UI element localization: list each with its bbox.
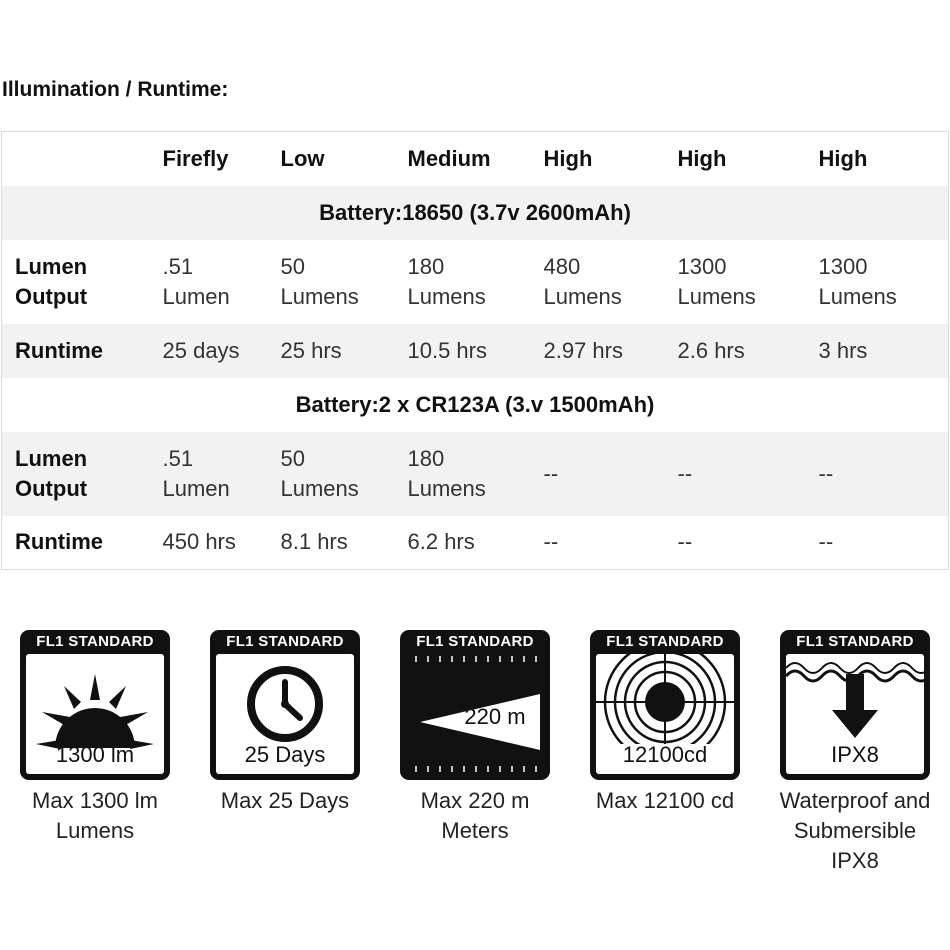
mode-header: Low [280,145,325,171]
runtime-cell: 25 hrs [280,337,342,363]
badge-title: FL1 STANDARD [36,633,154,650]
mode-header: Firefly [162,145,229,171]
runtime-cell: 2.97 hrs [543,337,623,363]
lumen-cell: 480 Lumens [543,253,622,309]
badge-icon-frame [780,630,930,780]
badge-caption: Max 25 Days [220,788,350,813]
lumen-output-row [2,432,949,516]
badge-title: FL1 STANDARD [226,633,344,650]
badge-caption: Max 220 m Meters [420,788,530,843]
lumen-cell: .51 Lumen [162,253,230,309]
badge-icon-frame [400,630,550,780]
lumen-output-row [2,240,949,324]
badge-title: FL1 STANDARD [796,633,914,650]
lumen-cell: .51 Lumen [162,445,230,501]
runtime-cell: 10.5 hrs [407,337,487,363]
runtime-row [2,516,949,570]
lumen-cell: -- [677,460,693,486]
badge-caption: Max 1300 lm Lumens [32,788,158,843]
badge-title: FL1 STANDARD [606,633,724,650]
badge-caption: Waterproof and Submersible IPX8 [779,788,931,873]
battery-row [2,378,949,432]
runtime-cell: -- [677,529,693,555]
corner-cell [2,132,150,186]
runtime-cell: -- [818,529,834,555]
runtime-cell: 6.2 hrs [407,529,475,555]
runtime-row [2,324,949,378]
lumen-cell: 50 Lumens [280,253,359,309]
badge-icon-frame [590,630,740,780]
lumen-cell: -- [543,460,559,486]
badge-value: 220 m [464,704,526,729]
fl1-badge-peak-intensity [570,630,760,816]
badge-icon-frame [210,630,360,780]
fl1-badge-water-resistance [760,630,950,876]
mode-header: High [543,145,593,171]
badge-caption: Max 12100 cd [595,788,735,813]
badge-value: 25 Days [244,742,326,767]
badge-value: 12100cd [622,742,708,767]
mode-header: High [677,145,727,171]
fl1-badge-light-output [0,630,190,846]
mode-header: Medium [407,145,491,171]
fl1-badge-beam-distance [380,630,570,846]
lumen-cell: -- [818,460,834,486]
runtime-cell: 450 hrs [162,529,236,555]
runtime-cell: 8.1 hrs [280,529,348,555]
fl1-badges [0,630,950,890]
runtime-cell: -- [543,529,559,555]
lumen-cell: 50 Lumens [280,445,359,501]
lumen-cell: 180 Lumens [407,445,486,501]
row-label: Lumen Output [15,445,88,501]
badge-value: 1300 lm [55,742,135,767]
battery-row [2,186,949,240]
row-label: Lumen Output [15,253,88,309]
lumen-cell: 180 Lumens [407,253,486,309]
badge-icon-frame [20,630,170,780]
mode-header: High [818,145,868,171]
badge-title: FL1 STANDARD [416,633,534,650]
lumen-cell: 1300 Lumens [677,253,756,309]
illumination-runtime-table [1,131,949,570]
battery-label: Battery:18650 (3.7v 2600mAh) [319,199,631,225]
battery-label: Battery:2 x CR123A (3.v 1500mAh) [295,391,655,417]
row-label: Runtime [15,337,103,363]
runtime-cell: 25 days [162,337,240,363]
badge-value: IPX8 [831,742,879,767]
row-label: Runtime [15,529,103,555]
runtime-cell: 2.6 hrs [677,337,745,363]
runtime-cell: 3 hrs [818,337,868,363]
fl1-badge-runtime [190,630,380,816]
section-heading: Illumination / Runtime: [2,78,229,101]
lumen-cell: 1300 Lumens [818,253,897,309]
mode-header-row [2,132,949,186]
